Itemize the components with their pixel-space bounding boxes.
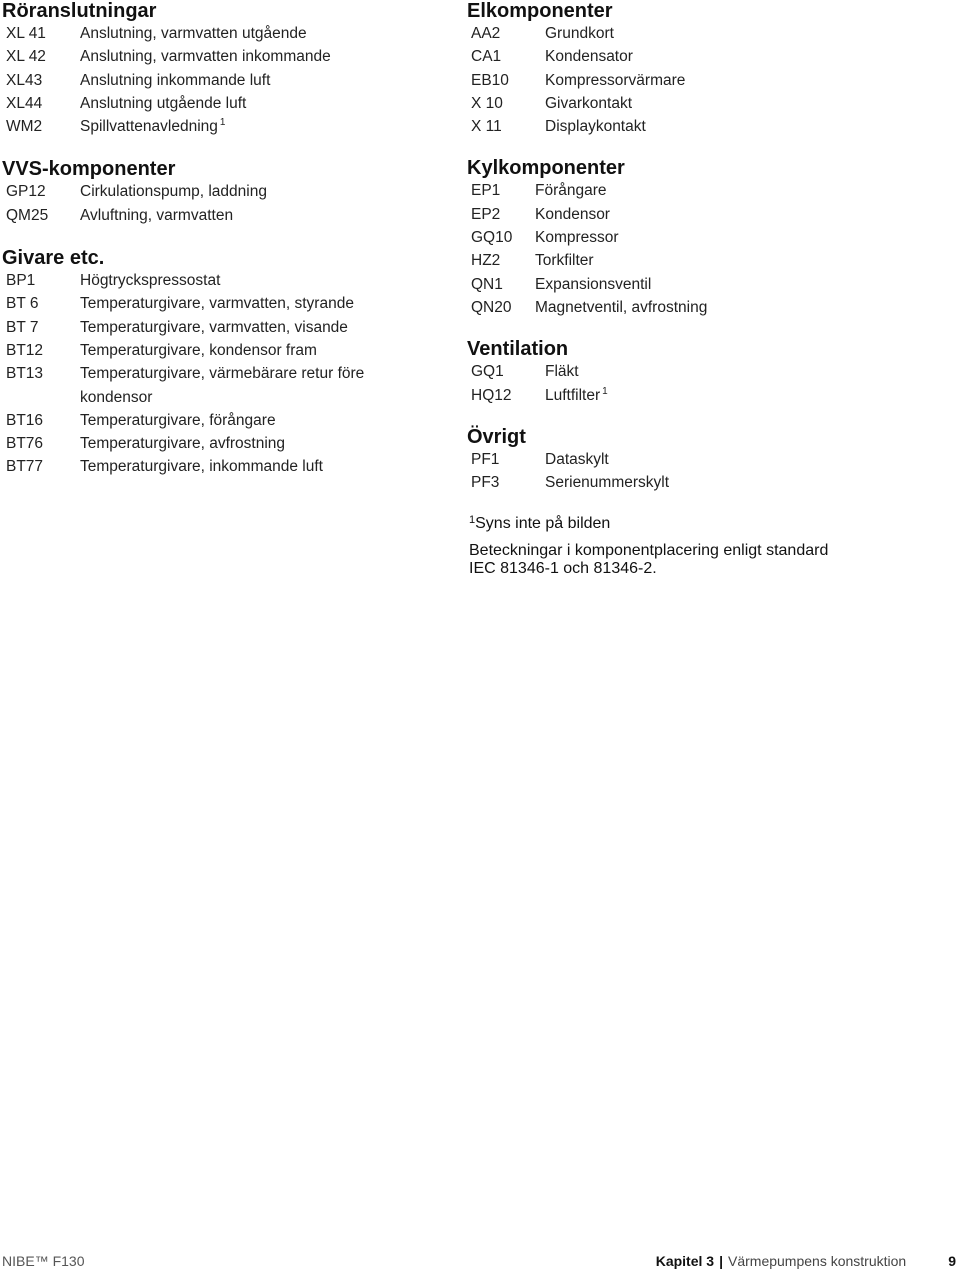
footnote-reference: 1 (602, 385, 608, 397)
component-description-text: Anslutning, varmvatten inkommande (80, 48, 331, 66)
component-code: BP1 (6, 272, 36, 290)
heading-ventilation: Ventilation (467, 338, 569, 361)
component-row (471, 22, 947, 45)
component-description (545, 448, 947, 471)
component-row (471, 92, 947, 115)
component-code: EP2 (471, 205, 501, 223)
footnote-mark: 1 (469, 514, 476, 527)
component-code: BT76 (6, 435, 44, 453)
component-description-text: Magnetventil, avfrostning (535, 298, 708, 316)
section-ventilation (467, 338, 947, 407)
component-row (471, 249, 947, 272)
component-description-text: Torkfilter (535, 252, 594, 270)
list-el (471, 22, 947, 138)
component-description (535, 226, 947, 249)
footnote (469, 511, 947, 533)
section-kyl (467, 157, 947, 319)
component-code: BT 6 (6, 295, 39, 313)
component-code: PF1 (471, 450, 500, 468)
component-row (6, 180, 452, 203)
component-description-text: Cirkulationspump, laddning (80, 183, 267, 201)
component-code: HZ2 (471, 252, 501, 270)
list-roranslutningar (6, 22, 452, 138)
component-row (471, 448, 947, 471)
component-code: XL43 (6, 71, 43, 89)
heading-givare: Givare etc. (2, 247, 105, 270)
component-description-text: Anslutning utgående luft (80, 94, 247, 112)
component-description (80, 69, 452, 92)
footer-chapter (656, 1252, 956, 1270)
left-column (2, 0, 452, 479)
component-description (545, 69, 947, 92)
component-code: XL 42 (6, 48, 46, 66)
component-row (6, 92, 452, 115)
component-code: BT13 (6, 365, 44, 383)
component-description (545, 92, 947, 115)
component-description-text: Temperaturgivare, varmvatten, styrande (80, 295, 354, 313)
component-code: GQ10 (471, 229, 513, 247)
component-description-text: Givarkontakt (545, 94, 633, 112)
heading-el: Elkomponenter (467, 0, 613, 22)
component-description (545, 384, 947, 407)
component-row (471, 273, 947, 296)
component-description-text: Anslutning, varmvatten utgående (80, 25, 307, 42)
list-kyl (471, 179, 947, 319)
component-code: QM25 (6, 206, 49, 224)
component-code: QN1 (471, 275, 503, 293)
heading-kyl: Kylkomponenter (467, 157, 625, 180)
component-description (80, 316, 400, 339)
component-description (80, 409, 400, 432)
footer-product: NIBE™ F130 (2, 1253, 85, 1269)
component-description-text: Avluftning, varmvatten (80, 206, 234, 224)
component-description-text: Högtryckspressostat (80, 272, 221, 290)
standard-note-line2: IEC 81346-1 och 81346-2. (469, 560, 657, 578)
component-row (471, 226, 947, 249)
component-row (6, 69, 452, 92)
component-row (471, 296, 947, 319)
component-row (6, 432, 452, 455)
component-code: X 10 (471, 94, 503, 112)
component-description (545, 115, 947, 138)
component-row (471, 471, 947, 494)
component-row (6, 362, 452, 409)
list-ventilation (471, 360, 947, 407)
right-column (467, 0, 947, 578)
component-description (80, 204, 452, 227)
component-description-text: Temperaturgivare, förångare (80, 411, 276, 429)
section-el (467, 0, 947, 138)
list-vvs (6, 180, 452, 227)
component-row (6, 316, 452, 339)
component-code: XL 41 (6, 25, 46, 42)
component-description (535, 273, 947, 296)
list-ovrigt (471, 448, 947, 495)
component-description-text: Displaykontakt (545, 118, 646, 136)
component-row (471, 115, 947, 138)
section-ovrigt (467, 426, 947, 495)
component-description-text: Expansionsventil (535, 275, 652, 293)
standard-note (469, 542, 947, 578)
component-code: BT 7 (6, 318, 39, 336)
component-row (471, 203, 947, 226)
component-code: BT77 (6, 458, 44, 476)
component-description (535, 203, 947, 226)
component-description-text: Kompressor (535, 229, 619, 247)
component-description (80, 269, 400, 292)
component-code: AA2 (471, 25, 501, 42)
component-row (6, 45, 452, 68)
component-code: BT16 (6, 411, 44, 429)
component-description-text: Grundkort (545, 25, 614, 42)
component-description (535, 179, 947, 202)
component-description-text: Temperaturgivare, varmvatten, visande (80, 318, 348, 336)
component-description-text: Kondensor (535, 205, 610, 223)
component-row (471, 179, 947, 202)
footer-chapter-title: Värmepumpens konstruktion (728, 1253, 907, 1269)
component-code: WM2 (6, 118, 43, 136)
component-code: GQ1 (471, 363, 504, 381)
list-givare (6, 269, 452, 479)
footnote-text: Syns inte på bilden (475, 515, 611, 533)
component-row (471, 69, 947, 92)
heading-roranslutningar: Röranslutningar (2, 0, 157, 22)
component-code: BT12 (6, 341, 44, 359)
component-row (6, 292, 452, 315)
footer-chapter-label: Kapitel 3 (655, 1253, 715, 1269)
component-description (545, 22, 947, 45)
component-description (80, 339, 400, 362)
component-code: EB10 (471, 71, 509, 89)
component-description-text: Spillvattenavledning (80, 118, 218, 136)
component-row (6, 22, 452, 45)
component-description (80, 92, 452, 115)
component-row (6, 204, 452, 227)
component-description (80, 432, 400, 455)
component-description-text: Kondensator (545, 48, 633, 66)
component-code: CA1 (471, 48, 502, 66)
component-row (6, 339, 452, 362)
component-description-text: Dataskylt (545, 450, 609, 468)
footer-separator: | (719, 1253, 723, 1269)
component-description (545, 471, 947, 494)
component-description (545, 360, 947, 383)
component-description-text: Fläkt (545, 363, 579, 381)
section-roranslutningar (2, 0, 452, 138)
component-code: EP1 (471, 182, 501, 200)
component-code: XL44 (6, 94, 43, 112)
component-row (471, 384, 947, 407)
component-description-text: Temperaturgivare, kondensor fram (80, 341, 317, 359)
component-description-text: Temperaturgivare, inkommande luft (80, 458, 323, 476)
component-code: PF3 (471, 474, 500, 492)
component-row (6, 115, 452, 138)
component-description (80, 180, 452, 203)
component-description-text: Temperaturgivare, värmebärare retur före kondensor (80, 365, 365, 406)
component-description (535, 249, 947, 272)
component-description (80, 362, 400, 409)
footnote-reference: 1 (219, 117, 226, 129)
component-description-text: Serienummerskylt (545, 474, 670, 492)
section-vvs (2, 158, 452, 227)
component-description (80, 45, 452, 68)
component-description-text: Kompressorvärmare (545, 71, 686, 89)
component-description (80, 22, 452, 45)
component-code: HQ12 (471, 386, 512, 404)
section-givare (2, 247, 452, 479)
component-description-text: Luftfilter (545, 386, 601, 404)
component-code: X 11 (471, 118, 502, 136)
component-row (471, 45, 947, 68)
component-code: GP12 (6, 183, 46, 201)
heading-vvs: VVS-komponenter (2, 158, 176, 181)
component-row (6, 269, 452, 292)
standard-note-line1: Beteckningar i komponentplacering enligt standard (469, 542, 829, 560)
component-row (6, 409, 452, 432)
component-code: QN20 (471, 298, 512, 316)
component-description-text: Förångare (535, 182, 607, 200)
page-number: 9 (948, 1253, 956, 1269)
component-description (545, 45, 947, 68)
component-row (471, 360, 947, 383)
component-description (80, 455, 400, 478)
component-description-text: Temperaturgivare, avfrostning (80, 435, 286, 453)
heading-ovrigt: Övrigt (467, 425, 526, 448)
component-description (80, 115, 452, 138)
component-description (80, 292, 400, 315)
component-row (6, 455, 452, 478)
component-description (535, 296, 947, 319)
component-description-text: Anslutning inkommande luft (80, 71, 271, 89)
